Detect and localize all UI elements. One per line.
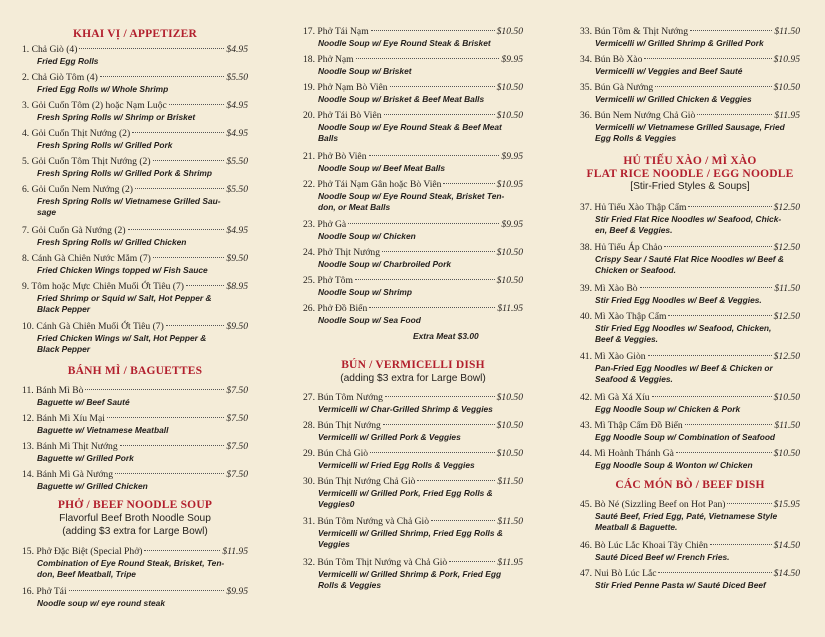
- item-price: $7.50: [226, 385, 248, 396]
- menu-item: [303, 82, 523, 105]
- item-name: 25. Phở Tôm: [303, 275, 353, 286]
- menu-item: [580, 242, 800, 277]
- menu-item: [22, 184, 248, 219]
- item-name: 13. Bánh Mì Thịt Nướng: [22, 441, 118, 452]
- menu-item: [22, 100, 248, 123]
- item-name: 43. Mì Thập Cẩm Đồ Biển: [580, 420, 683, 431]
- dot-leader: [431, 520, 495, 521]
- dot-leader: [697, 114, 772, 115]
- item-description: Vermicelli w/ Grilled Pork, Fried Egg Rolls &: [318, 487, 493, 498]
- menu-item: [22, 253, 248, 276]
- section-title: CÁC MÓN BÒ / BEEF DISH: [615, 479, 765, 491]
- dot-leader: [644, 58, 771, 59]
- menu-item: [580, 26, 800, 49]
- item-name: 32. Bún Tôm Thịt Nướng và Chả Giò: [303, 557, 448, 568]
- item-price: $9.95: [501, 54, 523, 65]
- item-description: Noodle soup w/ eye round steak: [37, 597, 165, 608]
- item-price: $10.95: [773, 54, 800, 65]
- menu-item: [580, 448, 800, 471]
- item-price: $9.50: [226, 321, 248, 332]
- item-name: 16. Phở Tái: [22, 586, 67, 597]
- item-price: $9.95: [226, 586, 248, 597]
- item-description: Fresh Spring Rolls w/ Grilled Pork & Shrimp: [37, 167, 212, 178]
- item-name: 46. Bò Lúc Lắc Khoai Tây Chiên: [580, 540, 708, 551]
- menu-item: [580, 311, 800, 346]
- section-title: KHAI VỊ / APPETIZER: [72, 28, 198, 40]
- menu-item: [303, 179, 523, 214]
- menu-item: [22, 225, 248, 248]
- dot-leader: [417, 480, 495, 481]
- item-description: Balls: [318, 133, 339, 144]
- menu-item: [580, 568, 800, 591]
- item-description: Sauté Beef, Fried Egg, Paté, Vietnamese Style: [595, 510, 778, 521]
- menu-item: [303, 420, 523, 443]
- item-name: 42. Mì Gà Xá Xíu: [580, 392, 650, 403]
- item-description: Stir Fried Penne Pasta w/ Sauté Diced Beef: [595, 579, 766, 590]
- menu-item: [303, 275, 523, 298]
- item-description: Fried Chicken Wings w/ Salt, Hot Pepper &: [37, 332, 207, 343]
- dot-leader: [85, 389, 224, 390]
- item-price: $10.50: [496, 82, 523, 93]
- dot-leader: [383, 424, 495, 425]
- item-description: en, Beef & Veggies.: [595, 225, 673, 236]
- menu-item: [303, 219, 523, 242]
- section-title: FLAT RICE NOODLE / EGG NOODLE: [586, 167, 794, 180]
- item-description: Stir Fried Egg Noodles w/ Seafood, Chicken,: [595, 322, 772, 333]
- item-price: $4.95: [226, 128, 248, 139]
- item-description: Fresh Spring Rolls w/ Shrimp or Brisket: [37, 111, 196, 122]
- item-description: Veggies0: [318, 499, 355, 510]
- item-name: 24. Phở Thịt Nướng: [303, 247, 381, 258]
- section-header: [22, 365, 248, 378]
- menu-item: [580, 392, 800, 415]
- section-header: [580, 479, 800, 492]
- dot-leader: [652, 396, 772, 397]
- item-description: Noodle Soup w/ Chicken: [318, 230, 416, 241]
- dot-leader: [120, 445, 225, 446]
- menu-item: [22, 413, 248, 436]
- item-name: 38. Hủ Tiếu Áp Chảo: [580, 242, 663, 253]
- item-description: Vermicelli w/ Veggies and Beef Sauté: [595, 65, 743, 76]
- item-description: Combination of Eye Round Steak, Brisket, Ten-: [37, 557, 225, 568]
- item-description: Stir Fried Flat Rice Noodles w/ Seafood, Chick-: [595, 213, 782, 224]
- item-name: 47. Nui Bò Lúc Lắc: [580, 568, 657, 579]
- item-price: $4.95: [226, 44, 248, 55]
- item-description: Noodle Soup w/ Brisket: [318, 65, 412, 76]
- menu-item: [303, 476, 523, 511]
- dot-leader: [166, 325, 225, 326]
- item-price: $7.50: [226, 441, 248, 452]
- menu-item: [22, 469, 248, 492]
- item-description: Seafood & Veggies.: [595, 374, 673, 385]
- item-price: $10.50: [773, 392, 800, 403]
- item-name: 22. Phở Tái Nạm Gân hoặc Bò Viên: [303, 179, 442, 190]
- item-description: Fresh Spring Rolls w/ Grilled Pork: [37, 139, 173, 150]
- dot-leader: [443, 183, 494, 184]
- item-description: Beef & Veggies.: [595, 334, 658, 345]
- dot-leader: [727, 503, 771, 504]
- item-description: sage: [37, 207, 57, 218]
- item-name: 20. Phở Tái Bò Viên: [303, 110, 382, 121]
- menu-item: [303, 516, 523, 551]
- item-price: $12.50: [773, 311, 800, 322]
- item-name: 44. Mì Hoành Thánh Gà: [580, 448, 674, 459]
- item-description: Vermicelli w/ Grilled Chicken & Veggies: [595, 93, 752, 104]
- section-header: [303, 359, 523, 385]
- item-description: don, Beef Meatball, Tripe: [37, 569, 136, 580]
- dot-leader: [664, 246, 771, 247]
- item-name: 31. Bún Tôm Nướng và Chả Giò: [303, 516, 430, 527]
- dot-leader: [648, 355, 772, 356]
- item-description: Egg Noodle Soup w/ Chicken & Pork: [595, 403, 741, 414]
- menu-item: [303, 303, 523, 326]
- item-description: Baguette w/ Beef Sauté: [37, 396, 130, 407]
- section-title: BÚN / VERMICELLI DISH: [341, 359, 485, 371]
- dot-leader: [668, 315, 771, 316]
- item-description: Vermicelli w/ Char-Grilled Shrimp & Veggies: [318, 403, 493, 414]
- dot-leader: [69, 590, 225, 591]
- item-name: 27. Bún Tôm Nướng: [303, 392, 383, 403]
- item-description: Baguette w/ Grilled Pork: [37, 452, 134, 463]
- item-price: $9.50: [226, 253, 248, 264]
- item-name: 4. Gỏi Cuốn Thịt Nướng (2): [22, 128, 131, 139]
- dot-leader: [79, 48, 224, 49]
- item-price: $10.50: [496, 275, 523, 286]
- item-price: $10.50: [496, 420, 523, 431]
- dot-leader: [384, 114, 495, 115]
- item-price: $5.50: [226, 156, 248, 167]
- item-price: $10.50: [496, 247, 523, 258]
- menu-item: [580, 283, 800, 306]
- item-name: 26. Phở Đồ Biển: [303, 303, 368, 314]
- item-description: Noodle Soup w/ Eye Round Steak, Brisket Ten-: [318, 190, 505, 201]
- menu-item: [22, 72, 248, 95]
- item-description: Noodle Soup w/ Eye Round Steak & Brisket: [318, 37, 491, 48]
- menu-item: [22, 281, 248, 316]
- section-title: PHỞ / BEEF NOODLE SOUP: [57, 499, 213, 511]
- menu-item: [303, 110, 523, 145]
- dot-leader: [382, 251, 495, 252]
- section-header: [22, 499, 248, 538]
- item-price: $14.50: [773, 540, 800, 551]
- item-description: Fresh Spring Rolls w/ Grilled Chicken: [37, 236, 187, 247]
- item-price: $4.95: [226, 225, 248, 236]
- item-price: $10.50: [496, 110, 523, 121]
- item-name: 30. Bún Thịt Nướng Chả Giò: [303, 476, 416, 487]
- item-description: Noodle Soup w/ Shrimp: [318, 286, 412, 297]
- item-name: 18. Phở Nạm: [303, 54, 354, 65]
- item-description: Noodle Soup w/ Brisket & Beef Meat Balls: [318, 93, 485, 104]
- item-description: Egg Noodle Soup & Wonton w/ Chicken: [595, 459, 753, 470]
- item-description: Sauté Diced Beef w/ French Fries.: [595, 551, 730, 562]
- section-subtitle: (adding $3 extra for Large Bowl): [340, 372, 486, 384]
- item-price: $12.50: [773, 351, 800, 362]
- item-price: $10.50: [496, 392, 523, 403]
- item-price: $9.95: [501, 219, 523, 230]
- menu-item: [22, 385, 248, 408]
- menu-item: [22, 156, 248, 179]
- item-description: Fried Shrimp or Squid w/ Salt, Hot Pepper &: [37, 292, 212, 303]
- item-description: Vermicelli w/ Grilled Shrimp, Fried Egg Rolls &: [318, 527, 503, 538]
- dot-leader: [640, 287, 773, 288]
- item-name: 19. Phở Nạm Bò Viên: [303, 82, 388, 93]
- section-subtitle: [Stir-Fried Styles & Soups]: [630, 181, 750, 192]
- menu-item: [580, 54, 800, 77]
- menu-item: [22, 321, 248, 356]
- item-name: 29. Bún Chả Giò: [303, 448, 369, 459]
- dot-leader: [370, 452, 495, 453]
- item-price: $10.50: [773, 448, 800, 459]
- item-price: $14.50: [773, 568, 800, 579]
- item-name: 11. Bánh Mì Bò: [22, 385, 84, 396]
- menu-item: [303, 151, 523, 174]
- item-price: $11.50: [774, 26, 800, 37]
- item-name: 36. Bún Nem Nướng Chả Giò: [580, 110, 696, 121]
- item-price: $5.50: [226, 184, 248, 195]
- item-name: 7. Gỏi Cuốn Gà Nướng (2): [22, 225, 126, 236]
- dot-leader: [688, 206, 771, 207]
- dot-leader: [369, 155, 500, 156]
- dot-leader: [710, 544, 772, 545]
- item-price: $9.95: [501, 151, 523, 162]
- item-name: 5. Gỏi Cuốn Tôm Thịt Nướng (2): [22, 156, 151, 167]
- item-description: Vermicelli w/ Grilled Shrimp & Pork, Fried Egg: [318, 568, 502, 579]
- item-name: 45. Bò Né (Sizzling Beef on Hot Pan): [580, 499, 726, 510]
- dot-leader: [690, 30, 772, 31]
- item-price: $10.50: [773, 82, 800, 93]
- menu-item: [303, 392, 523, 415]
- item-description: Chicken or Seafood.: [595, 265, 676, 276]
- menu-item: [580, 202, 800, 237]
- dot-leader: [135, 188, 224, 189]
- menu-item: [303, 247, 523, 270]
- dot-leader: [356, 58, 500, 59]
- item-price: $4.95: [226, 100, 248, 111]
- dot-leader: [449, 561, 495, 562]
- menu-item: [580, 110, 800, 145]
- item-price: $5.50: [226, 72, 248, 83]
- item-description: Baguette w/ Vietnamese Meatball: [37, 424, 169, 435]
- item-description: Vermicelli w/ Grilled Pork & Veggies: [318, 431, 461, 442]
- item-price: $11.95: [497, 557, 523, 568]
- section-title: HỦ TIẾU XÀO / MÌ XÀO: [623, 155, 757, 167]
- item-name: 8. Cánh Gà Chiên Nước Mắm (7): [22, 253, 151, 264]
- item-name: 23. Phở Gà: [303, 219, 347, 230]
- item-name: 2. Chả Giò Tôm (4): [22, 72, 98, 83]
- item-name: 14. Bánh Mì Gà Nướng: [22, 469, 114, 480]
- section-title: BÁNH MÌ / BAGUETTES: [67, 365, 203, 377]
- item-name: 21. Phở Bò Viên: [303, 151, 367, 162]
- item-description: Meatball & Baguette.: [595, 522, 678, 533]
- menu-item: [303, 448, 523, 471]
- menu-item: [22, 586, 248, 609]
- item-description: Vermicelli w/ Fried Egg Rolls & Veggies: [318, 459, 475, 470]
- item-name: 3. Gỏi Cuốn Tôm (2) hoặc Nạm Luộc: [22, 100, 167, 111]
- item-name: 9. Tôm hoặc Mực Chiên Muối Ớt Tiêu (7): [22, 281, 184, 292]
- dot-leader: [115, 473, 224, 474]
- dot-leader: [186, 285, 224, 286]
- item-name: 12. Bánh Mì Xíu Mại: [22, 413, 105, 424]
- dot-leader: [658, 572, 771, 573]
- menu-item: [303, 54, 523, 77]
- item-description: Noodle Soup w/ Eye Round Steak & Beef Meat: [318, 121, 502, 132]
- item-name: 41. Mì Xào Giòn: [580, 351, 646, 362]
- item-name: 15. Phở Đặc Biệt (Special Phở): [22, 546, 143, 557]
- menu-item: [22, 44, 248, 67]
- item-description: Black Pepper: [37, 344, 91, 355]
- dot-leader: [355, 279, 495, 280]
- menu-item: [580, 499, 800, 534]
- item-description: Fried Chicken Wings topped w/ Fish Sauce: [37, 264, 208, 275]
- dot-leader: [369, 307, 495, 308]
- item-name: 10. Cánh Gà Chiên Muối Ớt Tiêu (7): [22, 321, 164, 332]
- item-description: Egg Rolls & Veggies: [595, 133, 677, 144]
- item-price: $7.50: [226, 413, 248, 424]
- menu-item: [580, 351, 800, 386]
- item-description: don, or Meat Balls: [318, 202, 391, 213]
- dot-leader: [390, 86, 495, 87]
- section-header: [22, 28, 248, 41]
- item-description: Noodle Soup w/ Beef Meat Balls: [318, 162, 446, 173]
- item-name: 6. Gỏi Cuốn Nem Nướng (2): [22, 184, 133, 195]
- menu-item: [303, 26, 523, 49]
- menu-item: [22, 441, 248, 464]
- dot-leader: [676, 452, 772, 453]
- item-name: 37. Hủ Tiếu Xào Thập Cẩm: [580, 202, 687, 213]
- item-name: 17. Phở Tái Nạm: [303, 26, 369, 37]
- item-price: $15.95: [773, 499, 800, 510]
- dot-leader: [128, 229, 225, 230]
- menu-item: [22, 128, 248, 151]
- item-price: $12.50: [773, 202, 800, 213]
- item-price: $7.50: [226, 469, 248, 480]
- dot-leader: [371, 30, 495, 31]
- menu-item: [580, 540, 800, 563]
- item-price: $11.50: [497, 516, 523, 527]
- item-name: 28. Bún Thịt Nướng: [303, 420, 381, 431]
- item-name: 33. Bún Tôm & Thịt Nướng: [580, 26, 688, 37]
- dot-leader: [132, 132, 224, 133]
- item-price: $11.50: [497, 476, 523, 487]
- menu-item: [303, 557, 523, 592]
- item-price: $10.95: [496, 179, 523, 190]
- dot-leader: [107, 417, 225, 418]
- menu-item: [22, 546, 248, 581]
- menu-item: [580, 82, 800, 105]
- item-name: 1. Chả Giò (4): [22, 44, 78, 55]
- item-description: Noodle Soup w/ Charbroiled Pork: [318, 258, 452, 269]
- section-subtitle: (adding $3 extra for Large Bowl): [62, 525, 208, 537]
- item-price: $11.50: [774, 420, 800, 431]
- item-description: Rolls & Veggies: [318, 580, 381, 591]
- item-price: $8.95: [226, 281, 248, 292]
- item-price: $10.50: [496, 26, 523, 37]
- dot-leader: [385, 396, 495, 397]
- dot-leader: [348, 223, 499, 224]
- item-name: 40. Mì Xào Thập Cẩm: [580, 311, 667, 322]
- section-subtitle: Flavorful Beef Broth Noodle Soup: [59, 512, 211, 524]
- item-description: Vermicelli w/ Vietnamese Grilled Sausage, Fried: [595, 121, 785, 132]
- dot-leader: [655, 86, 771, 87]
- item-description: Stir Fried Egg Noodles w/ Beef & Veggies.: [595, 294, 762, 305]
- section-header: [580, 155, 800, 193]
- item-description: Vermicelli w/ Grilled Shrimp & Grilled Pork: [595, 37, 764, 48]
- item-description: Crispy Sear / Sauté Flat Rice Noodles w/ Beef &: [595, 253, 784, 264]
- item-description: Veggies: [318, 539, 350, 550]
- menu-item: [580, 420, 800, 443]
- dot-leader: [144, 550, 220, 551]
- item-description: Fried Egg Rolls w/ Whole Shrimp: [37, 83, 169, 94]
- item-description: Fried Egg Rolls: [37, 55, 99, 66]
- item-description: Noodle Soup w/ Sea Food: [318, 314, 421, 325]
- dot-leader: [153, 160, 225, 161]
- extra-meat-note: Extra Meat $3.00: [413, 331, 479, 341]
- dot-leader: [169, 104, 225, 105]
- item-price: $11.95: [774, 110, 800, 121]
- item-description: Egg Noodle Soup w/ Combination of Seafood: [595, 431, 776, 442]
- item-name: 39. Mì Xào Bò: [580, 283, 638, 294]
- item-price: $11.95: [497, 303, 523, 314]
- item-price: $11.95: [222, 546, 248, 557]
- dot-leader: [685, 424, 773, 425]
- item-name: 34. Bún Bò Xào: [580, 54, 643, 65]
- item-price: $10.50: [496, 448, 523, 459]
- dot-leader: [153, 257, 225, 258]
- item-description: Baguette w/ Grilled Chicken: [37, 480, 148, 491]
- item-description: Black Pepper: [37, 304, 91, 315]
- item-price: $12.50: [773, 242, 800, 253]
- item-description: Pan-Fried Egg Noodles w/ Beef & Chicken or: [595, 362, 773, 373]
- item-name: 35. Bún Gà Nướng: [580, 82, 654, 93]
- item-price: $11.50: [774, 283, 800, 294]
- dot-leader: [100, 76, 225, 77]
- item-description: Fresh Spring Rolls w/ Vietnamese Grilled Sau-: [37, 195, 221, 206]
